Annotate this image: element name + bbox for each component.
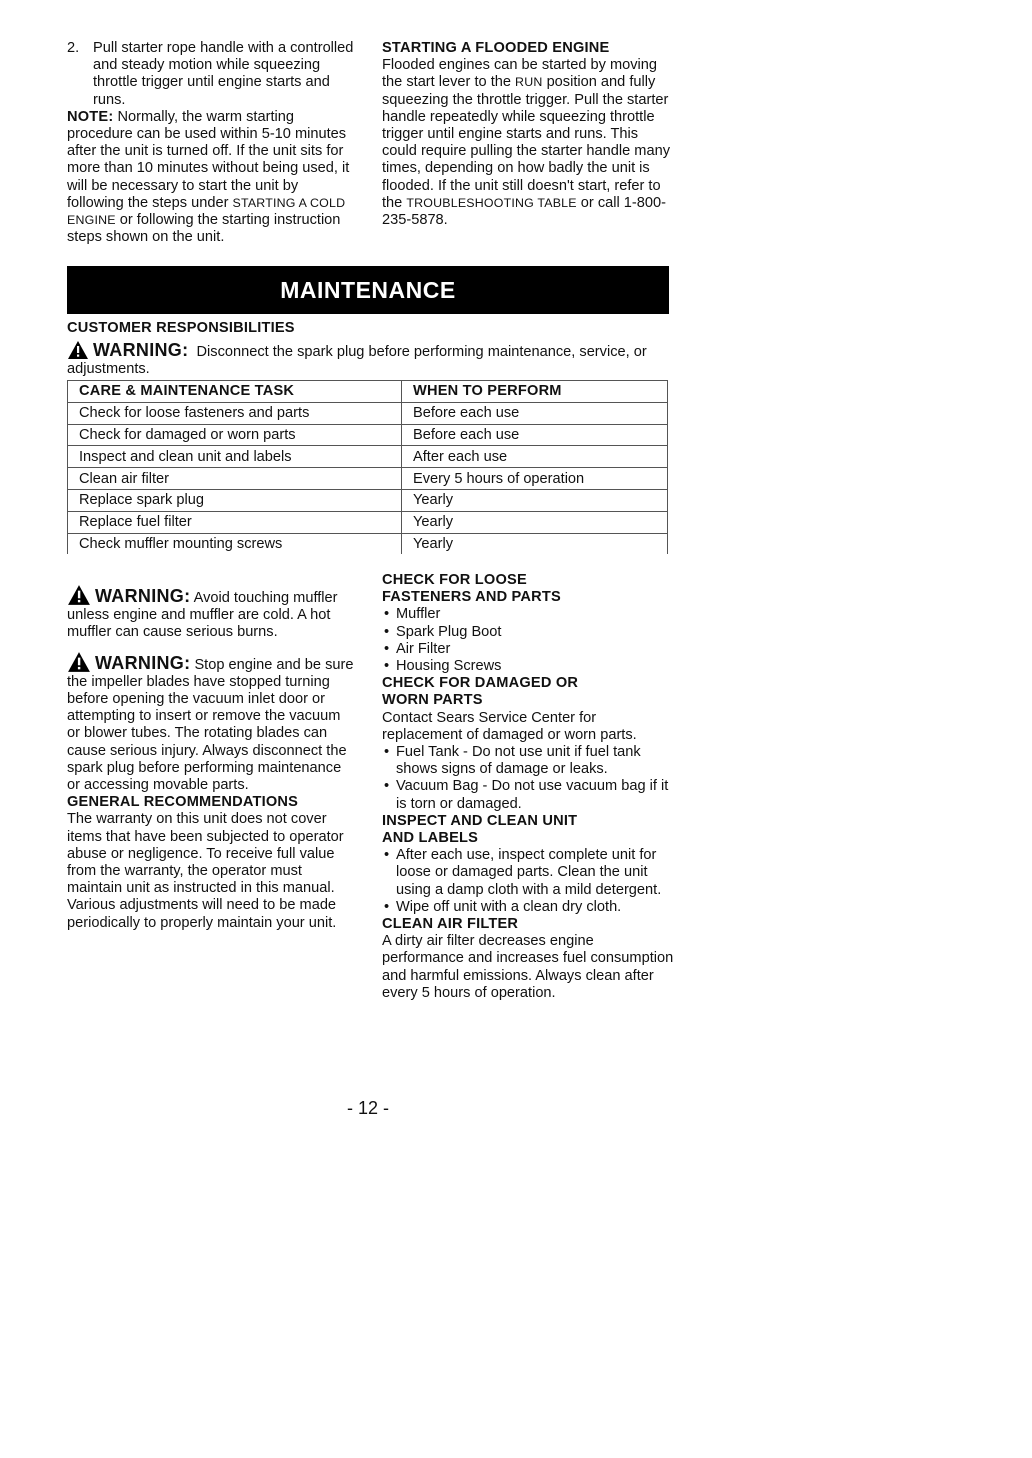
note-label: NOTE: [67,108,114,125]
customer-responsibilities-heading: CUSTOMER RESPONSIBILITIES [67,320,295,336]
note-text-1: Normally, the warm starting procedure can be used within 5-10 minutes after the unit is turned off. If the unit sits for more than 10 minutes without being used, it will be necessary to start the unit by following the steps under [67,108,350,211]
warning-triangle-icon [67,584,91,606]
header-when: WHEN TO PERFORM [402,381,668,403]
task-cell: Replace fuel filter [68,511,402,533]
when-cell: Every 5 hours of operation [402,468,668,490]
list-item: • Spark Plug Boot [382,624,674,641]
table-row [68,446,668,468]
step-text: Pull starter rope handle with a controlled and steady motion while squeezing throttle trigger until engine starts and runs. [93,40,354,108]
list-item: • Housing Screws [382,658,674,675]
list-item: • Air Filter [382,641,674,658]
muffler-warning [67,584,357,642]
top-left-column [67,40,359,246]
damaged-parts-heading: CHECK FOR DAMAGED OR WORN PARTS [382,675,579,709]
list-item: • Wipe off unit with a clean dry cloth. [382,899,674,916]
when-cell: After each use [402,446,668,468]
flooded-text-3: or call 1-800-235-5878. [382,194,666,229]
table-row [68,402,668,424]
warning-triangle-icon [67,651,91,673]
loose-fasteners-heading: CHECK FOR LOOSE FASTENERS AND PARTS [382,572,561,606]
warning-triangle-icon [67,340,89,360]
flooded-text-1: Flooded engines can be started by moving the start lever to the [382,57,658,91]
maintenance-table [67,380,668,554]
task-cell: Check muffler mounting screws [68,533,402,554]
table-row [68,511,668,533]
when-cell: Before each use [402,424,668,446]
table-header-row [68,381,668,403]
when-cell: Yearly [402,489,668,511]
step-number: 2. [67,40,80,56]
when-cell: Before each use [402,402,668,424]
customer-warning [67,340,677,378]
page-number: - 12 - [346,1098,389,1118]
clean-air-filter-text: A dirty air filter decreases engine performance and increases fuel consumption and harmful emissions. Always clean after every 5 hours of operation. [382,933,674,1001]
list-item: • Fuel Tank - Do not use unit if fuel tank shows signs of damage or leaks. [382,744,674,778]
warning-label: WARNING: [93,340,189,360]
note-paragraph [67,109,359,247]
task-cell: Check for damaged or worn parts [68,424,402,446]
note-text-2: or following the starting instruction steps shown on the unit. [67,212,341,246]
list-item: • After each use, inspect complete unit for loose or damaged parts. Clean the unit using a damp cloth with a mild detergent. [382,847,674,899]
when-cell: Yearly [402,511,668,533]
troubleshooting-ref: TROUBLESHOOTING TABLE [406,195,577,210]
table-row [68,424,668,446]
damaged-parts-list [382,744,674,813]
table-row [68,489,668,511]
list-item: • Vacuum Bag - Do not use vacuum bag if it is torn or damaged. [382,778,674,812]
flooded-engine-heading: STARTING A FLOODED ENGINE [382,40,610,56]
bottom-left-column [67,584,357,932]
muffler-warning-text: Avoid touching muffler unless engine and muffler are cold. A hot muffler can cause serious burns. [67,590,338,641]
warning-text: Disconnect the spark plug before performing maintenance, service, or adjustments. [67,344,647,377]
flooded-text-2: position and fully squeezing the throttle trigger. Pull the starter handle repeatedly while squeezing throttle trigger until engine starts and runs. This could require pulling the starter handle many times, depending on how badly the unit is flooded. If the unit still doesn't start, refer to the [382,74,670,211]
inspect-clean-heading: INSPECT AND CLEAN UNIT AND LABELS [382,812,578,847]
table-row [68,533,668,554]
task-cell: Inspect and clean unit and labels [68,446,402,468]
impeller-warning [67,651,357,795]
table-row [68,468,668,490]
impeller-warning-text: Stop engine and be sure the impeller blades have stopped turning before opening the vacuum inlet door or attempting to insert or remove the vacuum or blower tubes. The rotating blades can cause serious injury. Always disconnect the spark plug before performing maintenance or accessing movable parts. [67,656,354,794]
general-recommendations-heading: GENERAL RECOMMENDATIONS [67,794,299,811]
when-cell: Yearly [402,533,668,554]
run-ref: RUN [515,75,543,90]
task-cell: Clean air filter [68,468,402,490]
list-item: • Muffler [382,606,674,623]
warning-label: WARNING: [95,586,191,606]
loose-fasteners-list [382,606,674,675]
general-recommendations-text: The warranty on this unit does not cover items that have been subjected to operator abuse or negligence. To receive full value from the warranty, the operator must maintain unit as instructed in this manual. Various adjustments will need to be made periodically to properly maintain your unit. [67,811,344,931]
warning-label: WARNING: [95,652,191,673]
inspect-clean-list [382,847,674,916]
maintenance-banner: MAINTENANCE [67,266,669,314]
note-cold-engine-ref: STARTING A COLD ENGINE [67,195,346,228]
bottom-right-column [382,572,674,1002]
task-cell: Replace spark plug [68,489,402,511]
flooded-engine-text [382,57,672,229]
header-task: CARE & MAINTENANCE TASK [68,381,402,403]
clean-air-filter-heading: CLEAN AIR FILTER [382,916,519,933]
step-2 [67,40,359,109]
damaged-parts-text: Contact Sears Service Center for replacement of damaged or worn parts. [382,709,637,743]
task-cell: Check for loose fasteners and parts [68,402,402,424]
top-right-column [382,40,672,229]
